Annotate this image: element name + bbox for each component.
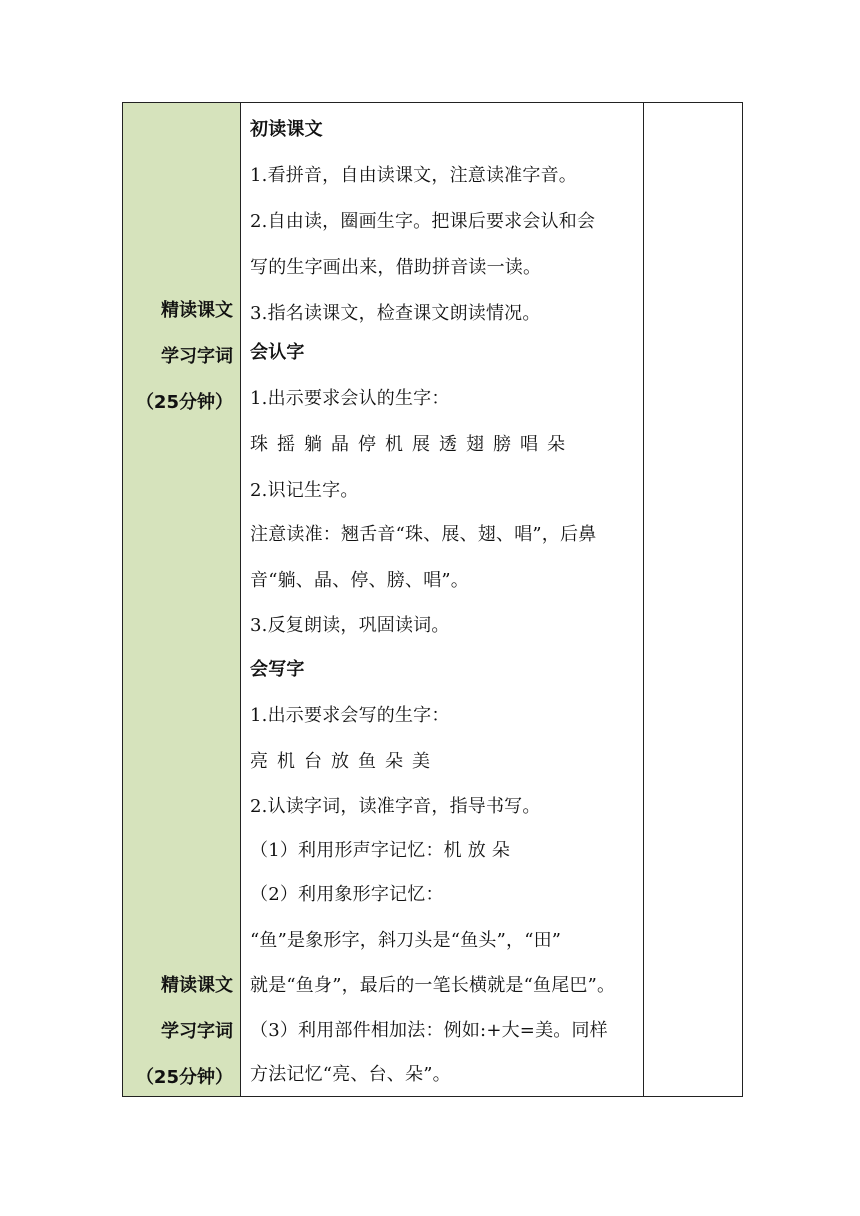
content-line: 音“躺、晶、停、膀、唱”。 <box>250 570 470 591</box>
section-label-duration: （25分钟） <box>135 1067 233 1088</box>
section-label-title: 精读课文 <box>161 300 233 321</box>
heading-first-reading: 初读课文 <box>250 119 323 140</box>
notes-column <box>643 103 742 1096</box>
content-line: 1.出示要求会认的生字： <box>250 388 450 409</box>
section-label-column <box>123 103 241 1096</box>
content-line: 方法记忆“亮、台、朵”。 <box>250 1064 451 1085</box>
content-line: 2.认读字词，读准字音，指导书写。 <box>250 796 541 817</box>
content-line: 2.识记生字。 <box>250 480 359 501</box>
content-line: （3）利用部件相加法：例如:+大=美。同样 <box>250 1020 608 1041</box>
content-line: （2）利用象形字记忆： <box>250 884 444 905</box>
content-line: 写的生字画出来，借助拼音读一读。 <box>250 257 542 278</box>
section-label-subtitle: 学习字词 <box>161 1021 233 1042</box>
content-line: 1.看拼音，自由读课文，注意读准字音。 <box>250 165 577 186</box>
section-label-subtitle: 学习字词 <box>161 346 233 367</box>
lesson-plan-table <box>122 102 743 1097</box>
content-line: 3.指名读课文，检查课文朗读情况。 <box>250 303 541 324</box>
content-line: 2.自由读，圈画生字。把课后要求会认和会 <box>250 211 596 232</box>
content-line: 就是“鱼身”，最后的一笔长横就是“鱼尾巴”。 <box>250 975 616 996</box>
content-line: 注意读准：翘舌音“珠、展、翅、唱”，后鼻 <box>250 524 597 545</box>
heading-recognize-chars: 会认字 <box>250 342 305 363</box>
section-label-title: 精读课文 <box>161 975 233 996</box>
section-label-duration: （25分钟） <box>135 392 233 413</box>
content-line: （1）利用形声字记忆：机 放 朵 <box>250 840 511 861</box>
content-line: 1.出示要求会写的生字： <box>250 705 450 726</box>
content-line: 3.反复朗读，巩固读词。 <box>250 615 450 636</box>
write-char-list: 亮机台放鱼朵美 <box>250 751 439 772</box>
content-line: “鱼”是象形字，斜刀头是“鱼头”，“田” <box>250 930 562 951</box>
recognize-char-list: 珠摇躺晶停机展透翅膀唱朵 <box>250 434 574 455</box>
heading-write-chars: 会写字 <box>250 659 305 680</box>
lesson-content-column <box>241 103 643 1096</box>
